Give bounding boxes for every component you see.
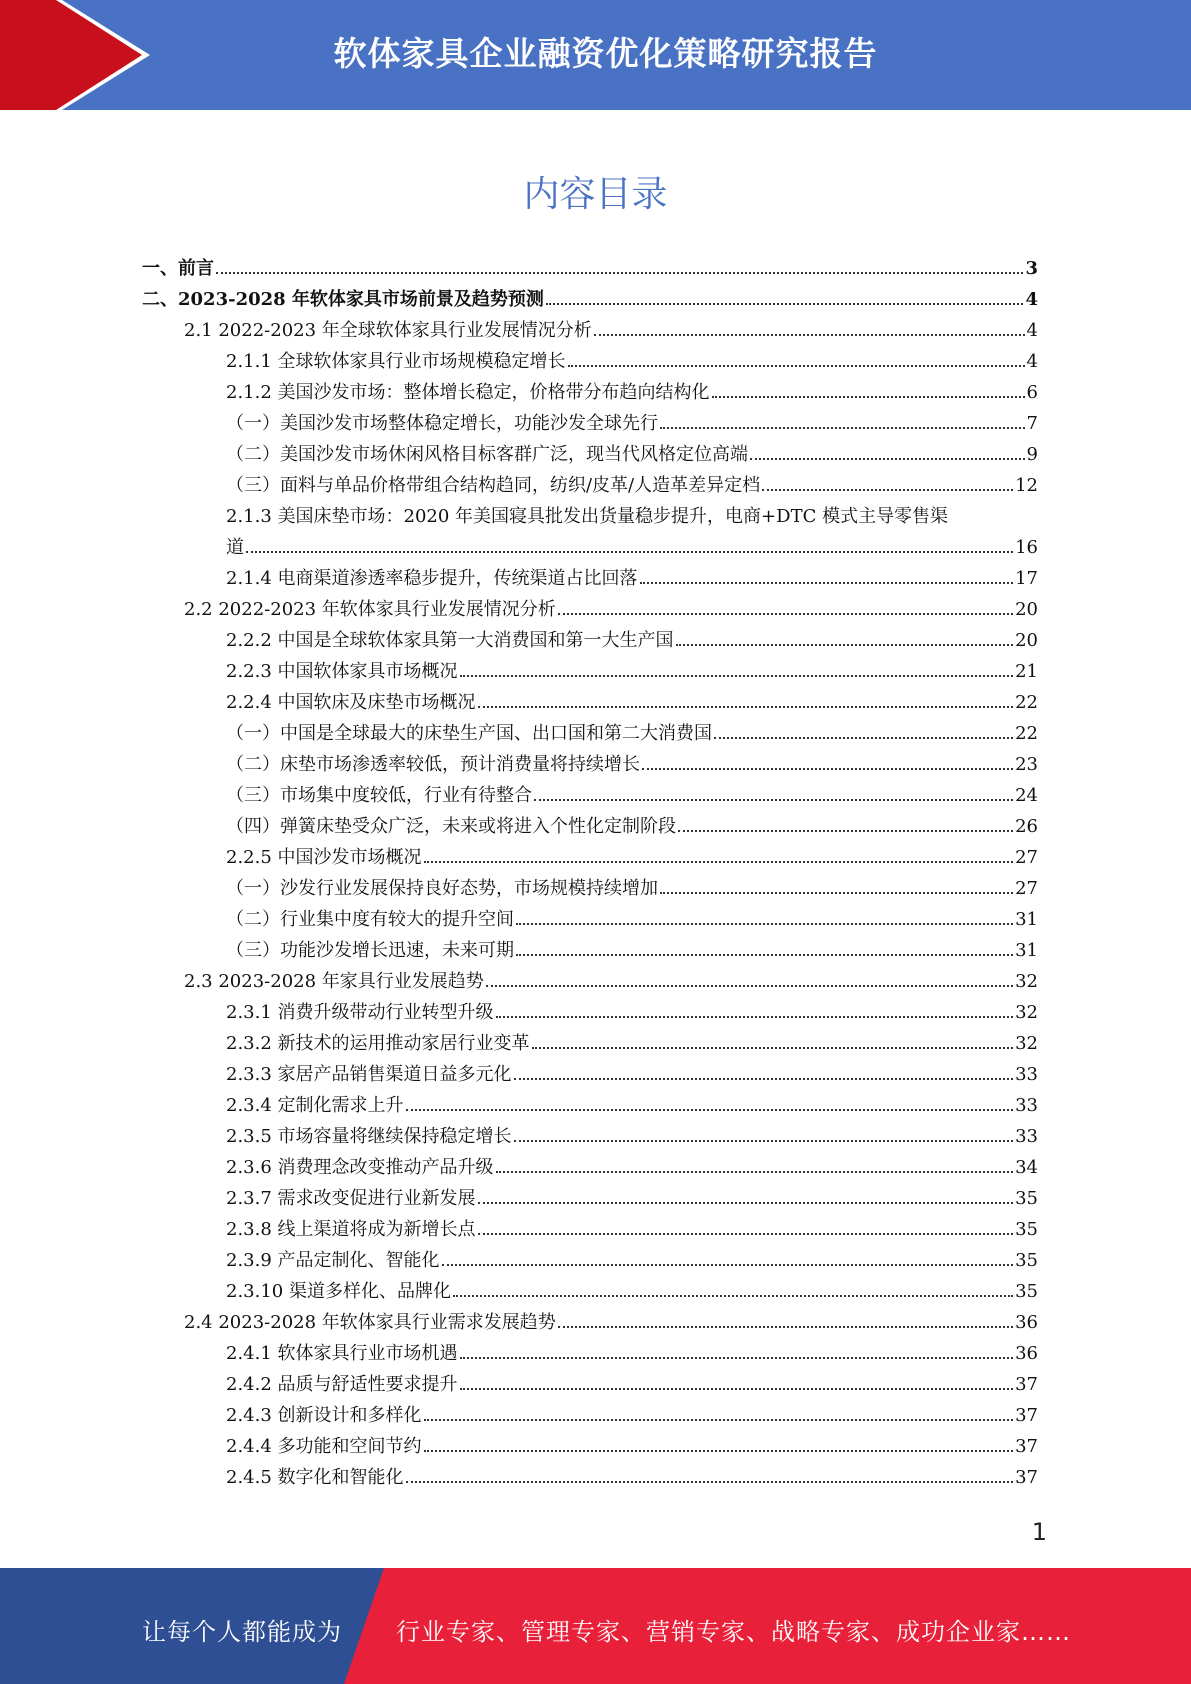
toc-entry[interactable]: 2.3.4 定制化需求上升 33 bbox=[226, 1095, 1038, 1116]
toc-entry[interactable]: 2.1.4 电商渠道渗透率稳步提升，传统渠道占比回落 17 bbox=[226, 568, 1038, 589]
toc-heading: 内容目录 bbox=[523, 174, 668, 215]
toc-entry[interactable]: 2.3.3 家居产品销售渠道日益多元化 33 bbox=[226, 1064, 1038, 1085]
toc-entry[interactable]: 2.3.10 渠道多样化、品牌化 35 bbox=[226, 1281, 1038, 1302]
footer-slogan-right: 行业专家、管理专家、营销专家、战略专家、成功企业家…… bbox=[396, 1618, 1071, 1646]
toc-entry[interactable]: （三）功能沙发增长迅速，未来可期 31 bbox=[226, 940, 1038, 961]
toc-entry[interactable]: 2.2 2022-2023 年软体家具行业发展情况分析 20 bbox=[184, 599, 1038, 620]
toc-entry[interactable]: 2.4.3 创新设计和多样化 37 bbox=[226, 1405, 1038, 1426]
toc-entry[interactable]: 2.3.7 需求改变促进行业新发展 35 bbox=[226, 1188, 1038, 1209]
toc-entry[interactable]: （二）美国沙发市场休闲风格目标客群广泛，现当代风格定位高端 9 bbox=[226, 444, 1038, 465]
toc-entry[interactable]: 2.2.5 中国沙发市场概况 27 bbox=[226, 847, 1038, 868]
report-title: 软体家具企业融资优化策略研究报告 bbox=[333, 34, 878, 73]
toc-entry[interactable]: 2.4 2023-2028 年软体家具行业需求发展趋势 36 bbox=[184, 1312, 1038, 1333]
toc-entry[interactable]: （一）美国沙发市场整体稳定增长，功能沙发全球先行 7 bbox=[226, 413, 1038, 434]
toc-entry[interactable]: 2.3.6 消费理念改变推动产品升级 34 bbox=[226, 1157, 1038, 1178]
page-header bbox=[0, 0, 1191, 110]
toc-entry[interactable]: 2.2.4 中国软床及床垫市场概况 22 bbox=[226, 692, 1038, 713]
toc-entry[interactable]: 2.1.2 美国沙发市场：整体增长稳定，价格带分布趋向结构化 6 bbox=[226, 382, 1038, 403]
toc-entry[interactable]: 2.2.3 中国软体家具市场概况 21 bbox=[226, 661, 1038, 682]
toc-entry[interactable]: 2.3.8 线上渠道将成为新增长点 35 bbox=[226, 1219, 1038, 1240]
toc-entry[interactable]: 二、2023-2028 年软体家具市场前景及趋势预测 4 bbox=[142, 289, 1038, 310]
toc-entry[interactable]: （四）弹簧床垫受众广泛，未来或将进入个性化定制阶段 26 bbox=[226, 816, 1038, 837]
toc-entry[interactable]: （二）床垫市场渗透率较低，预计消费量将持续增长 23 bbox=[226, 754, 1038, 775]
toc-entry[interactable]: （一）中国是全球最大的床垫生产国、出口国和第二大消费国 22 bbox=[226, 723, 1038, 744]
toc-entry[interactable]: 2.1.3 美国床垫市场：2020 年美国寝具批发出货量稳步提升，电商+DTC 模式主导零售渠 bbox=[226, 506, 949, 527]
toc-entry[interactable]: 2.1 2022-2023 年全球软体家具行业发展情况分析 4 bbox=[184, 320, 1038, 341]
toc-entry[interactable]: （二）行业集中度有较大的提升空间 31 bbox=[226, 909, 1038, 930]
toc-entry[interactable]: 2.4.2 品质与舒适性要求提升 37 bbox=[226, 1374, 1038, 1395]
toc-entry[interactable]: 一、前言 3 bbox=[142, 258, 1038, 279]
toc-entry[interactable]: 2.1.1 全球软体家具行业市场规模稳定增长 4 bbox=[226, 351, 1038, 372]
toc-entry[interactable]: 2.3.5 市场容量将继续保持稳定增长 33 bbox=[226, 1126, 1038, 1147]
toc-entry[interactable]: 2.4.1 软体家具行业市场机遇 36 bbox=[226, 1343, 1038, 1364]
toc-entry[interactable]: 2.3.1 消费升级带动行业转型升级 32 bbox=[226, 1002, 1038, 1023]
footer-slogan-left: 让每个人都能成为 bbox=[142, 1618, 342, 1646]
toc-entry[interactable]: （三）市场集中度较低，行业有待整合 24 bbox=[226, 785, 1038, 806]
toc-entry[interactable]: 2.4.5 数字化和智能化 37 bbox=[226, 1467, 1038, 1488]
toc-entry[interactable]: 2.3.9 产品定制化、智能化 35 bbox=[226, 1250, 1038, 1271]
page-number: 1 bbox=[1031, 1518, 1047, 1546]
toc-entry[interactable]: （一）沙发行业发展保持良好态势，市场规模持续增加 27 bbox=[226, 878, 1038, 899]
toc-entry[interactable]: （三）面料与单品价格带组合结构趋同，纺织/皮革/人造革差异定档 12 bbox=[226, 475, 1038, 496]
toc-entry[interactable]: 2.4.4 多功能和空间节约 37 bbox=[226, 1436, 1038, 1457]
toc-entry[interactable]: 2.3 2023-2028 年家具行业发展趋势 32 bbox=[184, 971, 1038, 992]
toc-entry[interactable]: 2.3.2 新技术的运用推动家居行业变革 32 bbox=[226, 1033, 1038, 1054]
toc-entry-continued[interactable]: 道 16 bbox=[226, 537, 1038, 558]
toc-entry[interactable]: 2.2.2 中国是全球软体家具第一大消费国和第一大生产国 20 bbox=[226, 630, 1038, 651]
page-footer bbox=[0, 1568, 1191, 1684]
